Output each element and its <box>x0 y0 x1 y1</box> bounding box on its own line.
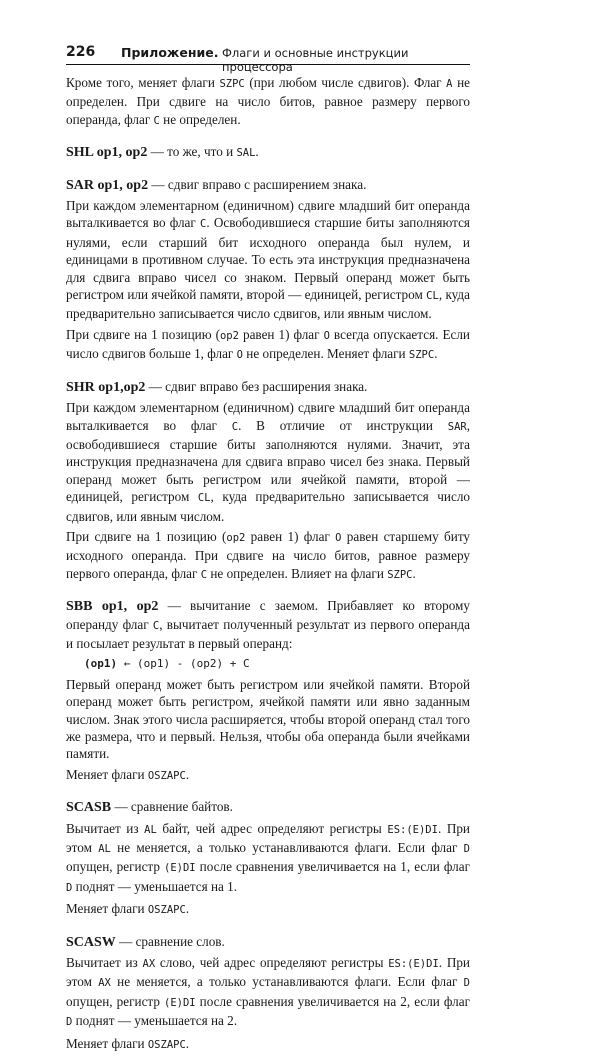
shr-paragraph-2: При сдвиге на 1 позицию (op2 равен 1) флаг O равен старшему биту исходного операнда. При сдвиге на число битов, равное размеру первого операнда, флаг C не определен. Влияет на флаги SZPC. <box>66 528 470 581</box>
shr-heading: SHR op1,op2 <box>66 379 146 395</box>
sbb-heading: SBB op1, op2 <box>66 599 159 615</box>
shr-paragraph-1: При каждом элементарном (единичном) сдвиге младший бит операнда выталкивается во флаг C. В отличие от инструкции SAR, освободившиеся старшие биты заполняются нулями. Значит, эта инструкция предназначена для сдвига вправо чисел без знака. Первый операнд может быть регистром или ячейкой памяти, второй — единицей, регистром CL, куда предварительно записывается число сдвигов, или явным числом. <box>66 400 471 524</box>
shl-heading: SHL op1, op2 <box>66 145 148 161</box>
scasb-heading: SCASB <box>66 800 112 816</box>
sar-heading: SAR op1, op2 <box>66 177 149 193</box>
scasb-flags: Меняет флаги OSZAPC. <box>66 901 190 917</box>
sar-paragraph-2: При сдвиге на 1 позицию (op2 равен 1) флаг O всегда опускается. Если число сдвигов больше 1, флаг O не определен. Меняет флаги SZPC. <box>66 326 470 362</box>
scasw-flags: Меняет флаги OSZAPC. <box>66 1035 190 1051</box>
sbb-formula: (op1) ← (op1) - (op2) + C <box>84 657 250 671</box>
scasw-paragraph-1: Вычитает из AX слово, чей адрес определяют регистры ES:(E)DI. При этом AX не меняется, а только устанавливаются флаги. Если флаг D опущен, регистр (E)DI после сравнения увеличивается на 2, если флаг D поднят — уменьшается на 2. <box>66 955 470 1029</box>
page-body <box>66 74 470 1057</box>
scasb-paragraph-1: Вычитает из AL байт, чей адрес определяют регистры ES:(E)DI. При этом AL не меняется, а только устанавливаются флаги. Если флаг D опущен, регистр (E)DI после сравнения увеличивается на 1, если флаг D поднят — уменьшается на 1. <box>66 820 470 894</box>
running-header <box>66 44 470 74</box>
section-title: Флаги и основные инструкции процессора <box>222 45 409 74</box>
sar-paragraph-1: При каждом элементарном (единичном) сдвиге младший бит операнда выталкивается во флаг C. Освободившиеся старшие биты заполняются нулями, если старший бит исходного операнда был нулем, и единицами в противном случае. То есть эта инструкция предназначена для сдвига вправо чисел со знаком. Первый операнд может быть регистром или ячейкой памяти, второй — единицей, регистром CL, куда предварительно записывается число сдвигов, или явным числом. <box>66 198 471 322</box>
shl-entry: SHL op1, op2 — то же, что и SAL. <box>66 144 259 161</box>
sbb-paragraph-1: Первый операнд может быть регистром или ячейкой памяти. Второй операнд может быть регистром, ячейкой памяти или явно заданным числом. Знак этого числа расширяется, чтобы второй операнд стал того же размера, что и первый. Нельзя, чтобы оба операнда были ячейками памяти. <box>66 676 470 762</box>
scasw-heading: SCASW <box>66 934 116 950</box>
page-number: 226 <box>66 44 96 60</box>
sbb-entry: SBB op1, op2 — вычитание с заемом. Прибавляет ко второму операнду флаг C, вычитает полученный результат из первого операнда и посылает результат в первый операнд: <box>66 598 470 651</box>
section-label: Приложение. <box>121 45 219 60</box>
shr-heading-line: SHR op1,op2 — сдвиг вправо без расширения знака. <box>66 378 368 395</box>
sar-heading-line: SAR op1, op2 — сдвиг вправо с расширением знака. <box>66 176 367 193</box>
sbb-flags: Меняет флаги OSZAPC. <box>66 766 190 782</box>
scasw-heading-line: SCASW — сравнение слов. <box>66 933 225 950</box>
intro-paragraph: Кроме того, меняет флаги SZPC (при любом числе сдвигов). Флаг A не определен. При сдвиге на число битов, равное размеру первого операнда, флаг C не определен. <box>66 75 470 127</box>
scasb-heading-line: SCASB — сравнение байтов. <box>66 799 233 816</box>
